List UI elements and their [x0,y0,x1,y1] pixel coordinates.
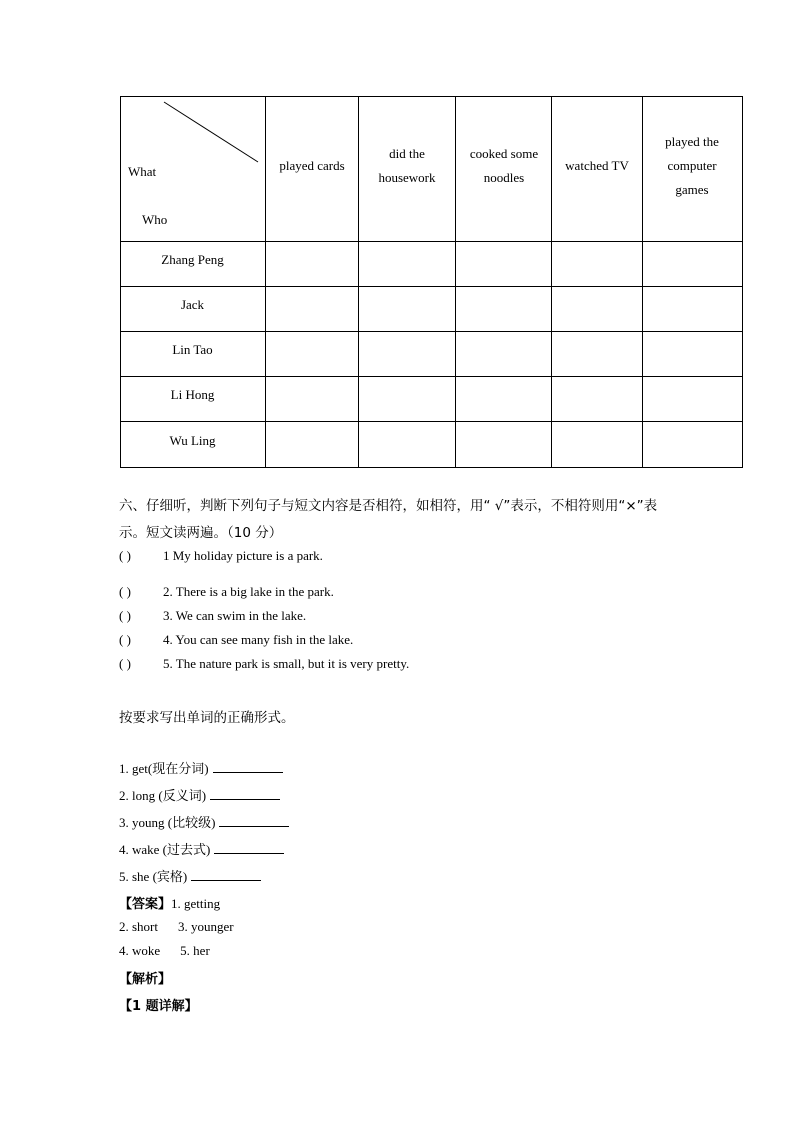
word-form-item-4 [119,839,284,858]
answer-blank[interactable] [214,841,284,854]
word-form-prompt: 3. young (比较级) [119,815,216,830]
judge-item-text: 1 My holiday picture is a park. [163,548,323,563]
row-label-zhang-peng: Zhang Peng [161,252,224,267]
row-label-li-hong: Li Hong [170,387,215,402]
answer-5: 5. her [180,943,210,958]
row-label-lin-tao: Lin Tao [172,342,213,357]
corner-label-what: What [128,164,157,179]
word-form-prompt: 2. long (反义词) [119,788,207,803]
row-label-jack: Jack [180,297,205,312]
activity-table [120,96,743,468]
answer-label: 【答案】 [119,897,172,912]
analysis-label: 【解析】 [119,972,172,987]
answer-blank[interactable] [191,868,261,881]
judge-item-text: 4. You can see many fish in the lake. [163,632,354,647]
section6-instruction-line1: 六、仔细听，判断下列句子与短文内容是否相符，如相符，用“ √”表示，不相符则用“×”表 [119,498,658,514]
analysis-detail-heading: 【1 题详解】 [119,999,198,1014]
answer-paren[interactable]: ( ) [119,608,131,623]
word-forms-instruction: 按要求写出单词的正确形式。 [119,710,295,726]
word-form-item-5 [119,866,261,885]
row-label-wu-ling: Wu Ling [169,433,216,448]
answer-paren[interactable]: ( ) [119,632,131,647]
word-form-item-1 [119,758,283,777]
answer-blank[interactable] [213,760,283,773]
answer-blank[interactable] [219,814,289,827]
answer-blank[interactable] [210,787,280,800]
word-form-prompt: 5. she (宾格) [119,869,188,884]
answer-2: 2. short [119,919,158,934]
judge-item-5 [119,656,409,672]
answer-3: 3. younger [178,919,234,934]
judge-item-1 [119,548,323,564]
answer-4: 4. woke [119,943,161,958]
judge-item-text: 5. The nature park is small, but it is very pretty. [163,656,410,671]
header-watched-tv: watched TV [565,158,629,173]
judge-item-2 [119,584,334,600]
judge-item-3 [119,608,306,624]
answer-1: 1. getting [171,896,221,911]
header-did-housework: did the housework [378,146,436,185]
answer-paren[interactable]: ( ) [119,656,131,671]
answer-line-1 [119,893,220,912]
word-form-item-2 [119,785,280,804]
header-cooked-noodles: cooked some noodles [469,146,539,185]
corner-label-who: Who [142,212,168,227]
word-form-prompt: 4. wake (过去式) [119,842,211,857]
word-form-item-3 [119,812,289,831]
answer-paren[interactable]: ( ) [119,548,131,563]
judge-item-4 [119,632,353,648]
answer-line-3 [119,943,210,959]
word-form-prompt: 1. get(现在分词) [119,761,209,776]
header-played-cards: played cards [279,158,345,173]
corner-diagonal [164,102,258,162]
judge-item-text: 2. There is a big lake in the park. [163,584,334,599]
header-computer-games: played the computer games [665,134,719,197]
answer-paren[interactable]: ( ) [119,584,131,599]
section6-instruction-line2: 示。短文读两遍。（10 分） [119,525,283,541]
answer-line-2 [119,919,234,935]
judge-item-text: 3. We can swim in the lake. [163,608,307,623]
